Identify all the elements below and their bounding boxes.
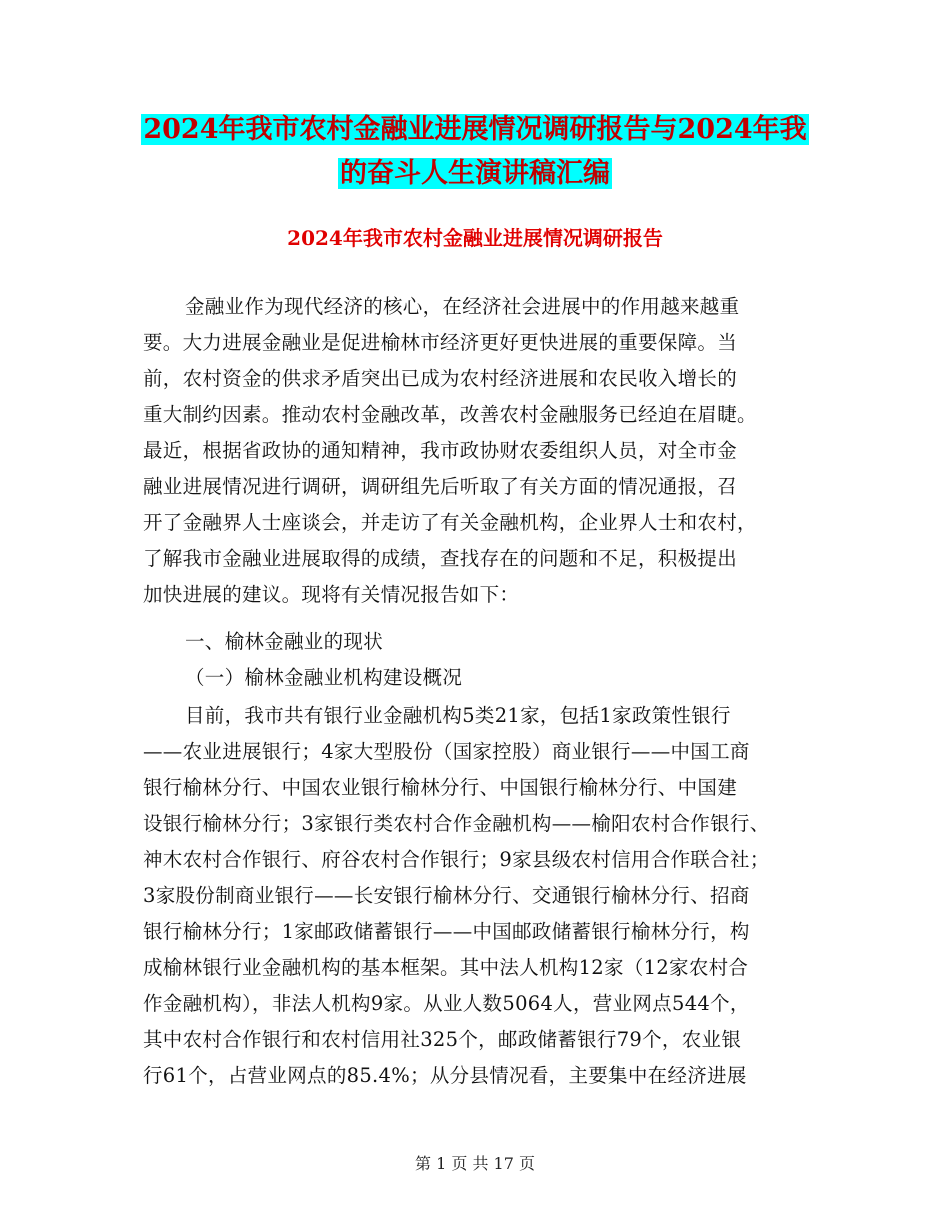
heading-level-1: 一、榆林金融业的现状 [185, 630, 384, 653]
paragraph-line: 金融业作为现代经济的核心，在经济社会进展中的作用越来越重 [185, 295, 740, 318]
heading-level-2: （一）榆林金融业机构建设概况 [185, 666, 463, 689]
paragraph-line: 银行榆林分行；1家邮政储蓄银行——中国邮政储蓄银行榆林分行，构 [143, 920, 750, 943]
paragraph-line: 前，农村资金的供求矛盾突出已成为农村经济进展和农民收入增长的 [143, 367, 738, 390]
paragraph-line: 融业进展情况进行调研，调研组先后听取了有关方面的情况通报，召 [143, 475, 738, 498]
paragraph-line: 重大制约因素。推动农村金融改革，改善农村金融服务已经迫在眉睫。 [143, 403, 757, 426]
paragraph-line: 其中农村合作银行和农村信用社325个，邮政储蓄银行79个，农业银 [143, 1028, 742, 1051]
paragraph-line: ——农业进展银行；4家大型股份（国家控股）商业银行——中国工商 [143, 740, 750, 763]
paragraph-line: 最近，根据省政协的通知精神，我市政协财农委组织人员，对全市金 [143, 439, 738, 462]
document-title-line-1: 2024年我市农村金融业进展情况调研报告与2024年我 [143, 114, 807, 145]
paragraph-line: 设银行榆林分行；3家银行类农村合作金融机构——榆阳农村合作银行、 [143, 812, 770, 835]
paragraph-line: 成榆林银行业金融机构的基本框架。其中法人机构12家（12家农村合 [143, 956, 749, 979]
paragraph-line: 3家股份制商业银行——长安银行榆林分行、交通银行榆林分行、招商 [143, 884, 750, 907]
paragraph-line: 行61个，占营业网点的85.4%；从分县情况看，主要集中在经济进展 [143, 1064, 747, 1087]
paragraph-line: 要。大力进展金融业是促进榆林市经济更好更快进展的重要保障。当 [143, 331, 738, 354]
paragraph-line: 目前，我市共有银行业金融机构5类21家，包括1家政策性银行 [185, 704, 731, 727]
paragraph-line: 作金融机构），非法人机构9家。从业人数5064人，营业网点544个， [143, 992, 750, 1015]
paragraph-line: 银行榆林分行、中国农业银行榆林分行、中国银行榆林分行、中国建 [143, 776, 738, 799]
document-title-line-2: 的奋斗人生演讲稿汇编 [340, 158, 610, 189]
section-title: 2024年我市农村金融业进展情况调研报告 [287, 226, 663, 250]
paragraph-line: 开了金融界人士座谈会，并走访了有关金融机构，企业界人士和农村， [143, 511, 757, 534]
paragraph-line: 神木农村合作银行、府谷农村合作银行；9家县级农村信用合作联合社； [143, 848, 770, 871]
page-footer: 第 1 页 共 17 页 [415, 1154, 535, 1173]
paragraph-line: 了解我市金融业进展取得的成绩，查找存在的问题和不足，积极提出 [143, 547, 738, 570]
paragraph-line: 加快进展的建议。现将有关情况报告如下： [143, 583, 520, 606]
